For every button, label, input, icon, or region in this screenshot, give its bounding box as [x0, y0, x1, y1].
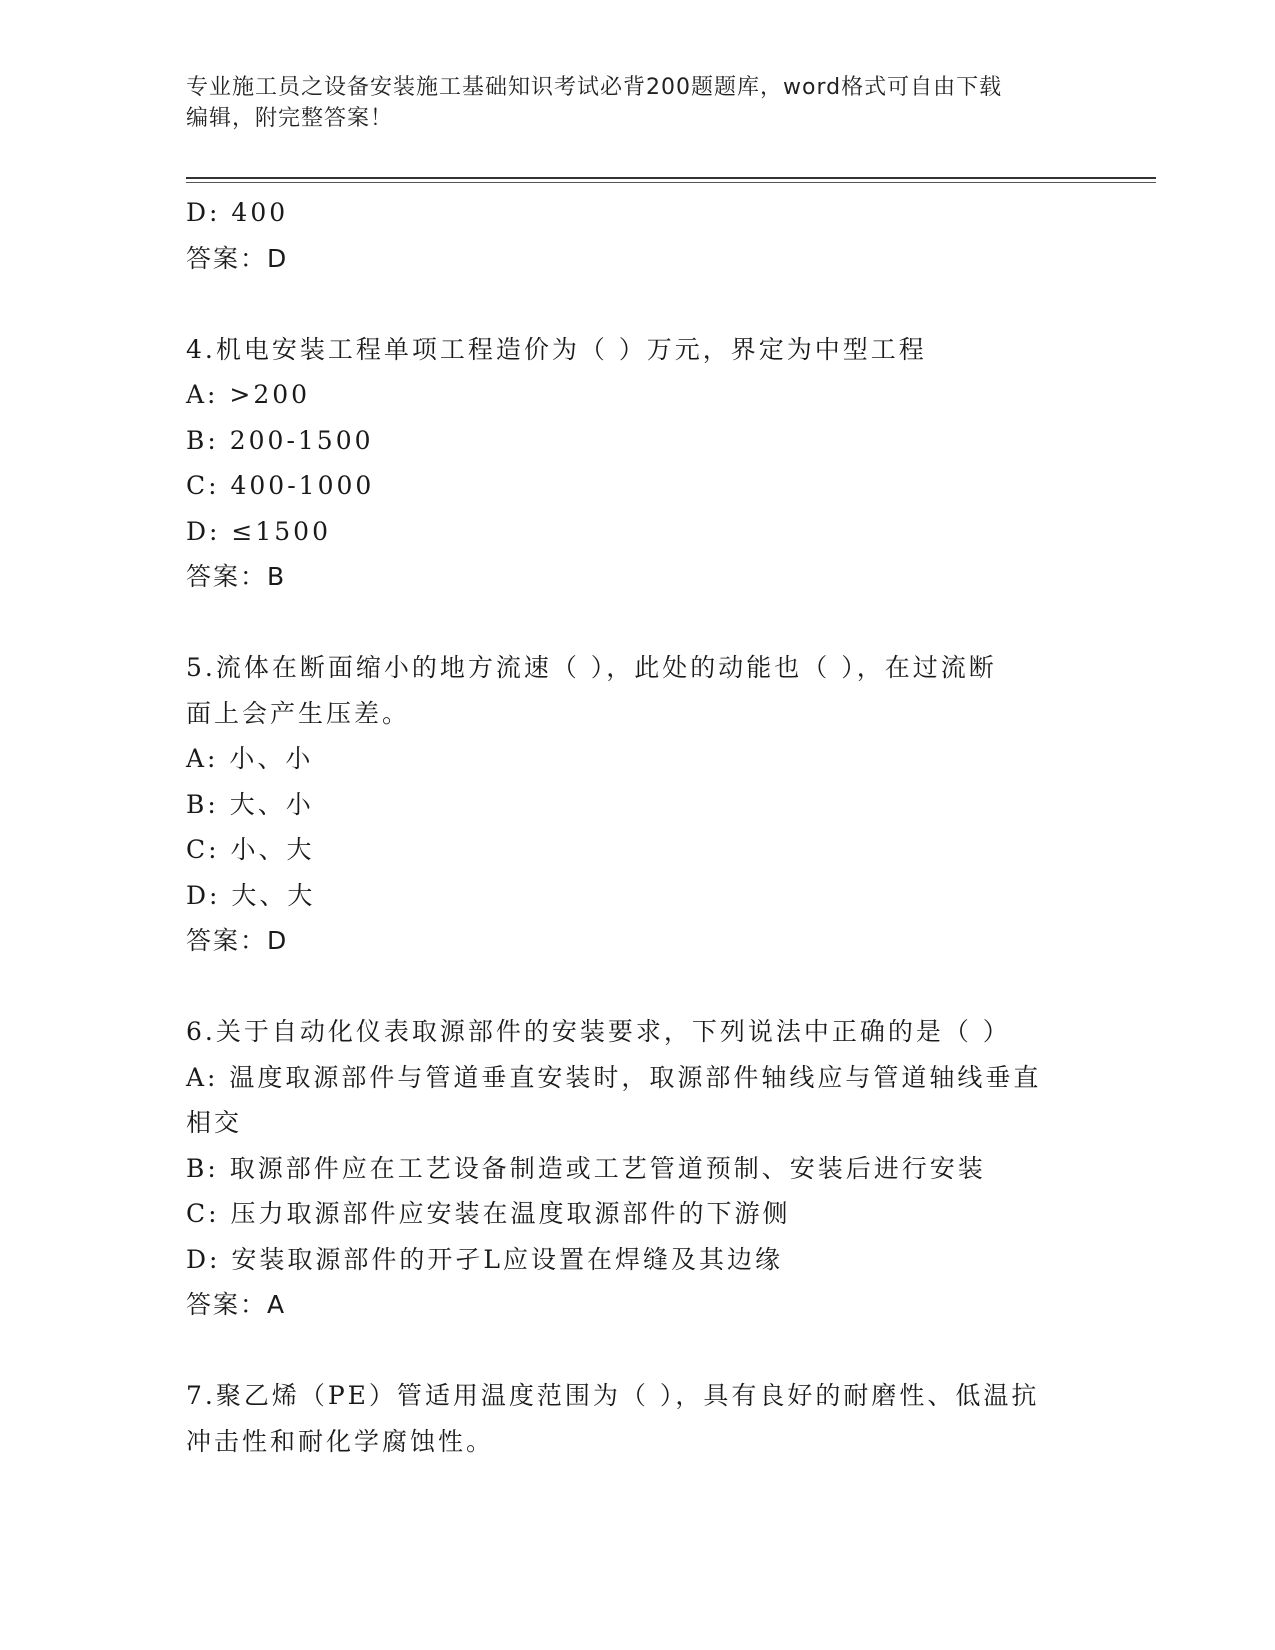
header-title-line-2: 编辑，附完整答案！	[186, 106, 394, 131]
q6-question: 6.关于自动化仪表取源部件的安装要求，下列说法中正确的是（ ）	[186, 1017, 1011, 1046]
header-title-line-1: 专业施工员之设备安装施工基础知识考试必背200题题库，word格式可自由下载	[186, 75, 1003, 100]
q5-option-a: A: 小、小	[186, 744, 314, 773]
q6-option-c: C: 压力取源部件应安装在温度取源部件的下游侧	[186, 1199, 791, 1228]
header-divider-thick	[186, 177, 1156, 179]
q4-question: 4.机电安装工程单项工程造价为（ ）万元，界定为中型工程	[186, 334, 927, 364]
q4-option-a: A: >200	[186, 380, 311, 409]
q4-answer: 答案：B	[186, 562, 287, 591]
question-4	[186, 327, 1086, 600]
q6-option-b: B: 取源部件应在工艺设备制造或工艺管道预制、安装后进行安装	[186, 1153, 986, 1183]
question-7	[186, 1373, 1086, 1464]
q6-option-a-line-1: A: 温度取源部件与管道垂直安装时，取源部件轴线应与管道轴线垂直	[186, 1062, 1042, 1092]
q6-option-d: D: 安装取源部件的开孑L应设置在焊缝及其边缘	[186, 1244, 784, 1274]
spacer	[186, 600, 1086, 646]
q4-option-d: D: ≤1500	[186, 516, 331, 546]
q7-question-line-2: 冲击性和耐化学腐蚀性。	[186, 1426, 495, 1456]
q4-option-b: B: 200-1500	[186, 425, 374, 455]
question-6	[186, 1009, 1086, 1328]
q3-answer: 答案：D	[186, 243, 289, 273]
document-header	[186, 72, 1086, 134]
q6-option-a-line-2: 相交	[186, 1108, 243, 1137]
header-divider-thin	[186, 182, 1156, 183]
question-list	[186, 190, 1086, 1464]
q5-question-line-2: 面上会产生压差。	[186, 698, 411, 728]
q5-answer: 答案：D	[186, 926, 289, 955]
q5-option-c: C: 小、大	[186, 835, 315, 864]
spacer	[186, 281, 1086, 327]
question-3-tail	[186, 190, 1086, 281]
spacer	[186, 1328, 1086, 1374]
q5-option-d: D: 大、大	[186, 880, 316, 910]
question-5	[186, 645, 1086, 964]
q7-question-line-1: 7.聚乙烯（PE）管适用温度范围为（ ），具有良好的耐磨性、低温抗	[186, 1381, 1040, 1410]
q5-question-line-1: 5.流体在断面缩小的地方流速（ ），此处的动能也（ ），在过流断	[186, 653, 997, 682]
q5-option-b: B: 大、小	[186, 789, 314, 819]
q6-answer: 答案：A	[186, 1290, 287, 1319]
q4-option-c: C: 400-1000	[186, 471, 375, 500]
q3-option-d: D: 400	[186, 198, 289, 227]
spacer	[186, 964, 1086, 1010]
document-page	[186, 0, 1156, 1650]
